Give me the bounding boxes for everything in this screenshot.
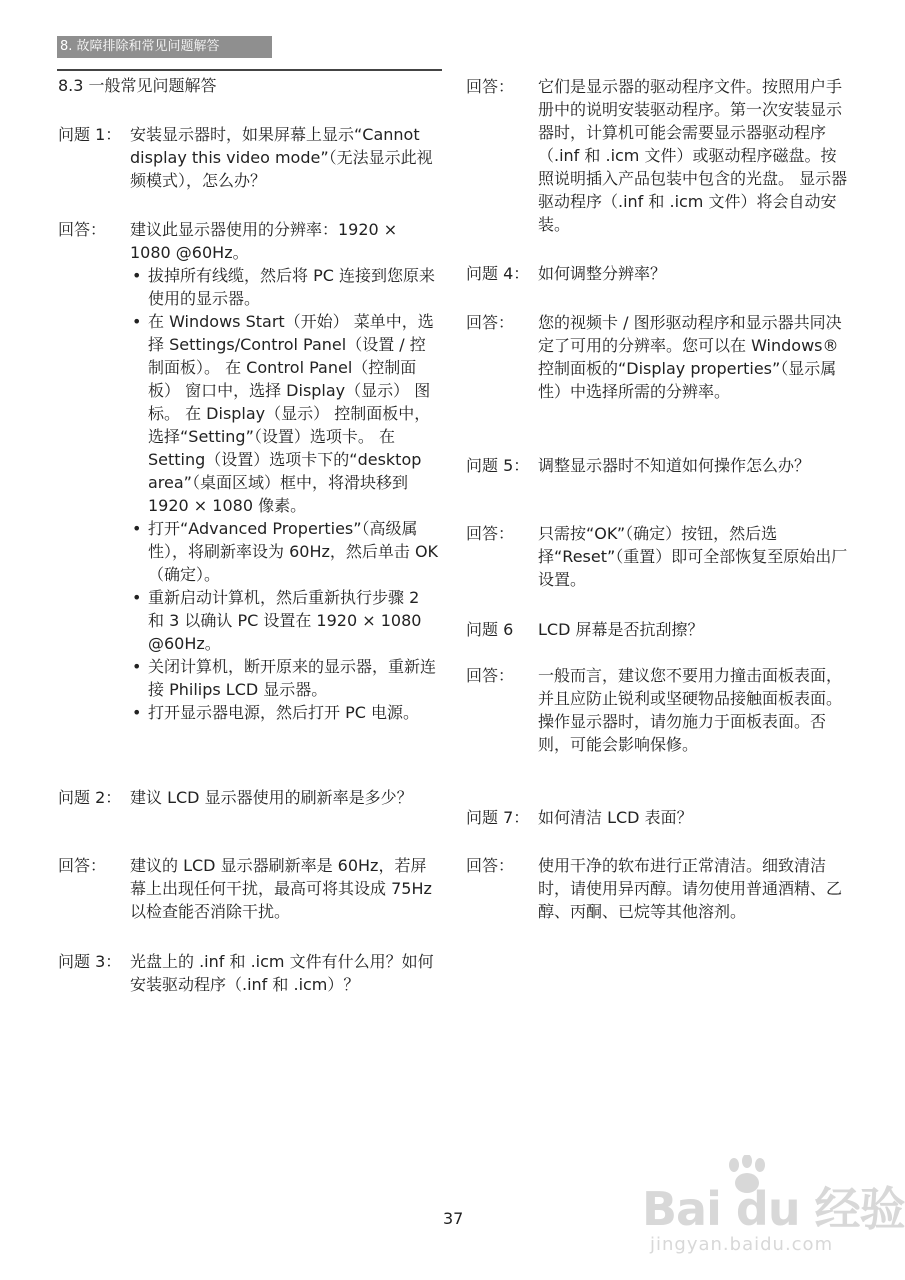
- question-2: [58, 786, 443, 834]
- question-label: 问题 4：: [466, 264, 530, 283]
- section-divider: [57, 69, 442, 71]
- question-text: 调整显示器时不知道如何操作怎么办？: [538, 456, 811, 475]
- question-text: 如何调整分辨率？: [538, 264, 667, 283]
- question-label: 问题 2：: [58, 788, 122, 807]
- answer-text: 一般而言，建议您不要用力撞击面板表面，并且应防止锐利或坚硬物品接触面板表面。操作显示器时，请勿施力于面板表面。否则，可能会影响保修。: [538, 666, 843, 754]
- answer-6: [466, 664, 856, 784]
- answer-label: 回答：: [466, 77, 515, 96]
- answer-1: [58, 218, 443, 763]
- answer-label: 回答：: [58, 220, 107, 239]
- question-3: [58, 950, 443, 998]
- question-text: 安装显示器时，如果屏幕上显示“Cannot display this video mode”（无法显示此视频模式），怎么办？: [130, 125, 433, 190]
- list-item: • 打开“Advanced Properties”（高级属性），将刷新率设为 60Hz，然后单击 OK（确定）。: [148, 517, 440, 586]
- answer-text: 建议的 LCD 显示器刷新率是 60Hz，若屏幕上出现任何干扰，最高可将其设成 75Hz 以检查能否消除干扰。: [130, 856, 432, 921]
- answer-text: 建议此显示器使用的分辨率：1920 × 1080 @60Hz。: [130, 220, 398, 262]
- watermark-url: jingyan.baidu.com: [650, 1234, 834, 1255]
- question-7: [466, 806, 856, 830]
- answer-5: [466, 522, 856, 594]
- page-number: 37: [443, 1209, 464, 1228]
- list-item: • 拔掉所有线缆，然后将 PC 连接到您原来使用的显示器。: [148, 264, 440, 310]
- question-text: LCD 屏幕是否抗刮擦？: [538, 620, 704, 639]
- answer-label: 回答：: [466, 856, 515, 875]
- answer-label: 回答：: [466, 524, 515, 543]
- answer-text: 它们是显示器的驱动程序文件。按照用户手册中的说明安装驱动程序。第一次安装显示器时，计算机可能会需要显示器驱动程序（.inf 和 .icm 文件）或驱动程序磁盘。按照说明插入产品包装中包含的光盘。 显示器驱动程序（.inf 和 .icm 文件）将会自动安装。: [538, 77, 848, 234]
- question-label: 问题 3：: [58, 952, 122, 971]
- answer-label: 回答：: [466, 666, 515, 685]
- section-title: 8.3 一般常见问题解答: [58, 76, 217, 95]
- list-item: • 关闭计算机，断开原来的显示器，重新连接 Philips LCD 显示器。: [148, 655, 440, 701]
- question-label: 问题 1：: [58, 125, 122, 144]
- answer-text: 您的视频卡 / 图形驱动程序和显示器共同决定了可用的分辨率。您可以在 Windows® 控制面板的“Display properties”（显示属性）中选择所需的分辨率。: [538, 313, 842, 401]
- question-label: 问题 6: [466, 620, 514, 639]
- answer-text: 使用干净的软布进行正常清洁。细致清洁时，请使用异丙醇。请勿使用普通酒精、乙醇、丙酮、已烷等其他溶剂。: [538, 856, 843, 921]
- question-6: [466, 618, 856, 642]
- answer-label: 回答：: [466, 313, 515, 332]
- list-item: • 打开显示器电源，然后打开 PC 电源。: [148, 701, 440, 724]
- question-5: [466, 454, 856, 502]
- list-item: • 在 Windows Start（开始） 菜单中，选择 Settings/Control Panel（设置 / 控制面板）。 在 Control Panel（控制面板） 窗口中，选择 Display（显示） 图标。 在 Display（显示） 控制面板中，选择“Setting”（设置）选项卡。 在 Setting（设置）选项卡下的“desktop area”（桌面区域）框中，将滑块移到 1920 × 1080 像素。: [148, 310, 440, 517]
- answer-label: 回答：: [58, 856, 107, 875]
- answer-text: 只需按“OK”（确定）按钮，然后选择“Reset”（重置）即可全部恢复至原始出厂设置。: [538, 524, 848, 589]
- question-4: [466, 262, 856, 286]
- question-text: 建议 LCD 显示器使用的刷新率是多少？: [130, 788, 413, 807]
- answer-3: [466, 75, 856, 240]
- baidu-jingyan-watermark: [640, 1155, 905, 1265]
- list-item: • 重新启动计算机，然后重新执行步骤 2 和 3 以确认 PC 设置在 1920 × 1080 @60Hz。: [148, 586, 440, 655]
- chapter-header: 8. 故障排除和常见问题解答: [57, 36, 272, 58]
- question-label: 问题 5：: [466, 456, 530, 475]
- answer-4: [466, 311, 856, 431]
- question-label: 问题 7：: [466, 808, 530, 827]
- answer-7: [466, 854, 856, 950]
- watermark-brand: Bai du 经验: [642, 1182, 905, 1236]
- answer-steps-list: [130, 264, 440, 724]
- question-text: 如何清洁 LCD 表面？: [538, 808, 693, 827]
- answer-2: [58, 854, 443, 926]
- question-text: 光盘上的 .inf 和 .icm 文件有什么用？如何安装驱动程序（.inf 和 .icm）？: [130, 952, 434, 994]
- question-1: [58, 123, 443, 193]
